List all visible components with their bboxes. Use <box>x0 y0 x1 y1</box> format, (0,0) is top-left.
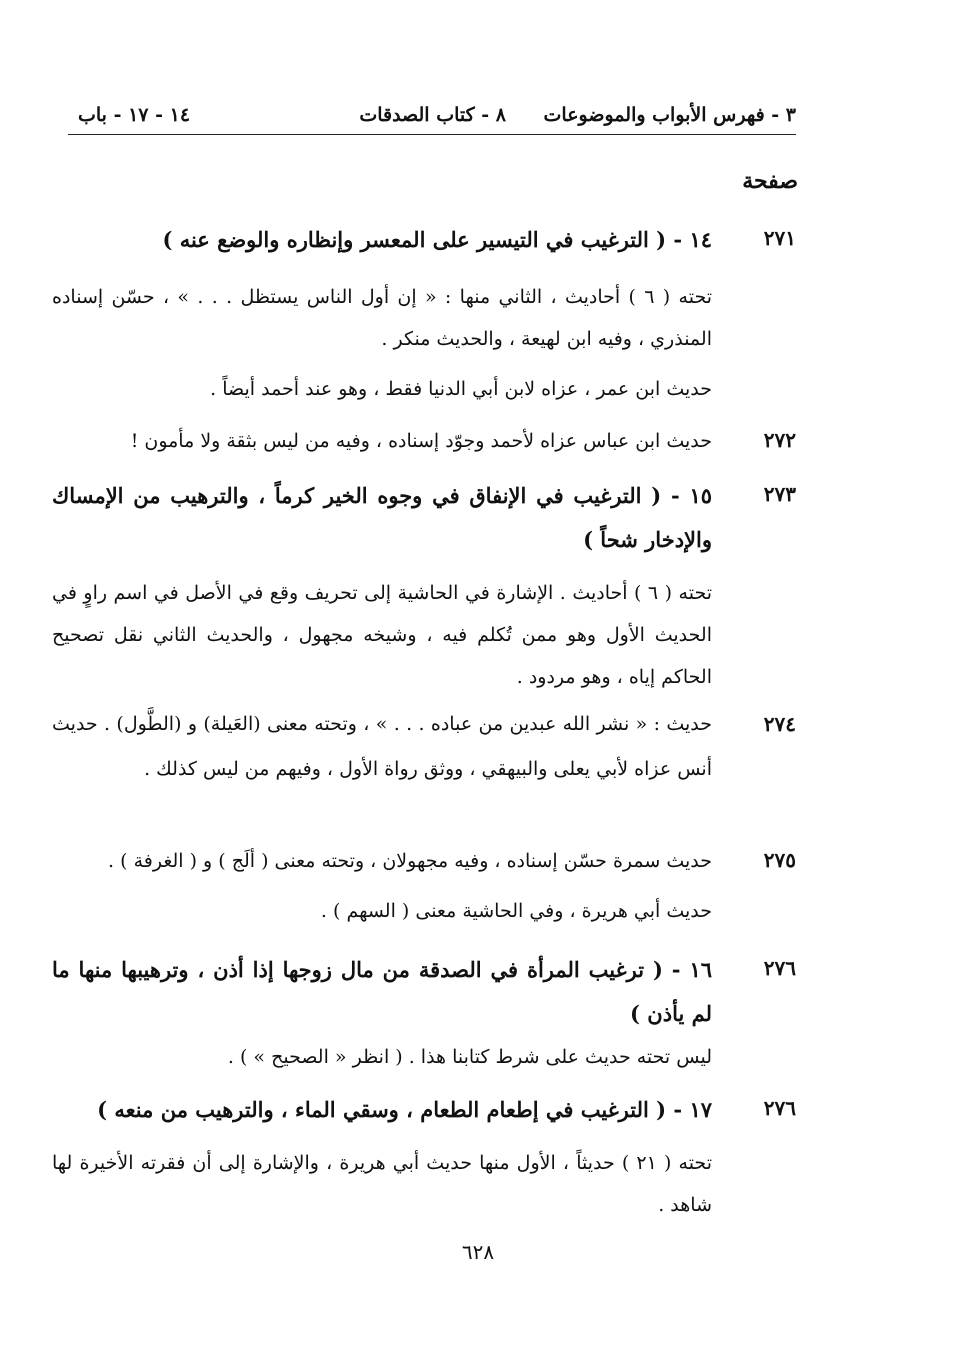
entry-paragraph: حديث ابن عباس عزاه لأحمد وجوّد إسناده ، وفيه من ليس بثقة ولا مأمون ! <box>130 430 712 452</box>
entry-paragraph: حديث : « نشر الله عبدين من عباده . . . » ، وتحته معنى (العَيلة) و (الطَّول) . حديث أنس عزاه لأبي يعلى والبيهقي ، ووثق رواة الأول ، وفيهم من ليس كذلك . <box>52 713 712 780</box>
page-number-ref: ٢٧٣ <box>763 482 796 506</box>
page-column-label: صفحة <box>742 168 798 194</box>
page-number-ref: ٢٧٥ <box>763 848 796 872</box>
header-book-title: ٨ - كتاب الصدقات <box>359 104 506 126</box>
page-footer-number: ٦٢٨ <box>461 1240 495 1264</box>
header-section-title: ٣ - فهرس الأبواب والموضوعات <box>543 104 796 126</box>
page-number-ref: ٢٧٦ <box>763 1096 796 1120</box>
page-number-ref: ٢٧٤ <box>763 712 796 736</box>
entry-paragraph: تحته ( ٦ ) أحاديث . الإشارة في الحاشية إلى تحريف وقع في الأصل في اسم راوٍ في الحديث الأول وهو ممن تُكلم فيه ، وشيخه مجهول ، والحديث الثاني نقل تصحيح الحاكم إياه ، وهو مردود . <box>52 582 712 688</box>
chapter-heading: ١٥ - ( الترغيب في الإنفاق في وجوه الخير كرماً ، والترهيب من الإمساك والإدخار شحاً ) <box>52 483 712 552</box>
chapter-heading: ١٤ - ( الترغيب في التيسير على المعسر وإنظاره والوضع عنه ) <box>162 227 712 252</box>
entry-paragraph: حديث ابن عمر ، عزاه لابن أبي الدنيا فقط ، وهو عند أحمد أيضاً . <box>210 378 712 400</box>
page-number-ref: ٢٧١ <box>763 226 796 250</box>
page-number-ref: ٢٧٦ <box>763 956 796 980</box>
running-header <box>68 100 796 135</box>
entry-paragraph: تحته ( ٢١ ) حديثاً ، الأول منها حديث أبي هريرة ، والإشارة إلى أن فقرته الأخيرة لها شاهد . <box>52 1152 712 1216</box>
entry-paragraph: تحته ( ٦ ) أحاديث ، الثاني منها : « إن أول الناس يستظل . . . » ، حسّن إسناده المنذري ، وفيه ابن لهيعة ، والحديث منكر . <box>52 286 712 350</box>
entry-paragraph: حديث أبي هريرة ، وفي الحاشية معنى ( السهم ) . <box>320 900 712 922</box>
chapter-heading: ١٧ - ( الترغيب في إطعام الطعام ، وسقي الماء ، والترهيب من منعه ) <box>97 1097 712 1122</box>
chapter-heading: ١٦ - ( ترغيب المرأة في الصدقة من مال زوجها إذا أذن ، وترهيبها منها ما لم يأذن ) <box>52 957 712 1026</box>
page-number-ref: ٢٧٢ <box>763 428 796 452</box>
header-chapter-range: ١٤ - ١٧ - باب <box>78 104 191 126</box>
entry-paragraph: ليس تحته حديث على شرط كتابنا هذا . ( انظر « الصحيح » ) . <box>227 1046 712 1068</box>
entry-paragraph: حديث سمرة حسّن إسناده ، وفيه مجهولان ، وتحته معنى ( ألَج ) و ( الغرفة ) . <box>108 850 712 872</box>
